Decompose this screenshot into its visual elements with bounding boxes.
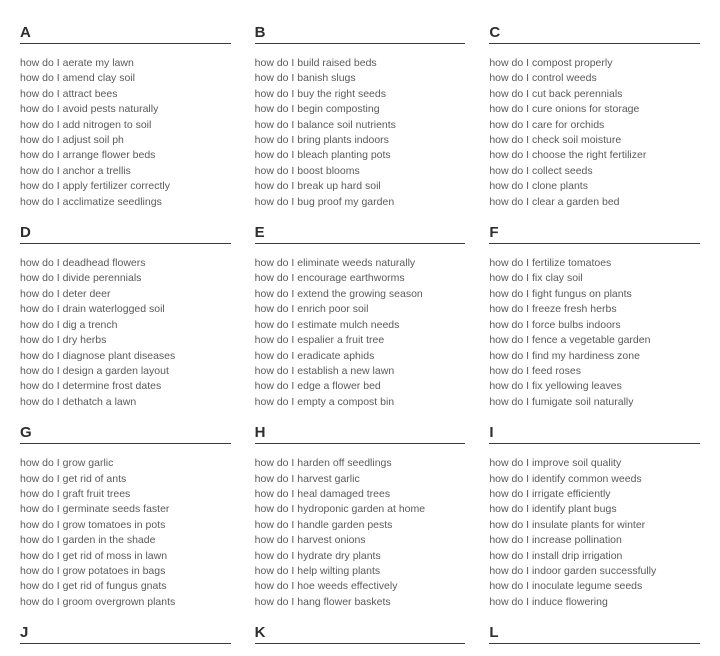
question-link[interactable]: how do I break up hard soil <box>254 180 381 193</box>
question-link[interactable]: how do I cut back perennials <box>489 87 623 100</box>
question-link[interactable]: how do I add nitrogen to soil <box>20 118 152 131</box>
question-link[interactable]: how do I fumigate soil naturally <box>489 395 634 408</box>
section-c <box>489 26 700 210</box>
question-link[interactable]: how do I extend the growing season <box>254 287 423 300</box>
question-link[interactable]: how do I get rid of fungus gnats <box>20 580 167 593</box>
question-link[interactable]: how do I heal damaged trees <box>254 487 391 500</box>
question-link[interactable]: how do I care for orchids <box>489 118 605 131</box>
question-link[interactable]: how do I get rid of moss in lawn <box>20 549 168 562</box>
question-link[interactable]: how do I inoculate legume seeds <box>489 580 643 593</box>
question-link[interactable]: how do I adjust soil ph <box>20 134 124 147</box>
question-link[interactable]: how do I dry herbs <box>20 334 107 347</box>
question-list <box>20 256 231 410</box>
question-link[interactable]: how do I build raised beds <box>254 57 377 69</box>
question-link[interactable]: how do I irrigate efficiently <box>489 487 611 500</box>
section-h <box>255 426 466 610</box>
question-link[interactable]: how do I anchor a trellis <box>20 164 131 177</box>
question-link[interactable]: how do I control weeds <box>489 72 597 85</box>
question-link[interactable]: how do I graft fruit trees <box>20 487 131 500</box>
question-link[interactable]: how do I choose the right fertilizer <box>489 149 647 162</box>
question-link[interactable]: how do I empty a compost bin <box>254 395 395 408</box>
question-link[interactable]: how do I harvest garlic <box>254 472 360 485</box>
section-letter-heading: L <box>489 626 700 644</box>
question-link[interactable]: how do I balance soil nutrients <box>254 118 396 131</box>
question-list <box>255 456 466 610</box>
section-j <box>20 626 231 656</box>
question-link[interactable]: how do I establish a new lawn <box>254 364 395 377</box>
question-link[interactable]: how do I fertilize tomatoes <box>489 257 612 270</box>
question-list <box>489 256 700 410</box>
question-link[interactable]: how do I apply fertilizer correctly <box>20 180 170 193</box>
question-link[interactable]: how do I fix clay soil <box>489 272 583 285</box>
question-link[interactable]: how do I encourage earthworms <box>254 272 405 285</box>
question-link[interactable]: how do I estimate mulch needs <box>254 318 400 331</box>
question-link[interactable]: how do I enrich poor soil <box>254 303 369 316</box>
section-d <box>20 226 231 410</box>
question-link[interactable]: how do I garden in the shade <box>20 534 156 547</box>
question-link[interactable]: how do I attract bees <box>20 87 118 100</box>
question-list <box>255 56 466 210</box>
question-link[interactable]: how do I acclimatize seedlings <box>20 195 162 208</box>
section-letter-heading: F <box>489 226 700 244</box>
question-link[interactable]: how do I identify common weeds <box>489 472 642 485</box>
question-link[interactable]: how do I espalier a fruit tree <box>254 334 385 347</box>
question-link[interactable]: how do I hoe weeds effectively <box>254 580 398 593</box>
question-link[interactable]: how do I check soil moisture <box>489 134 622 147</box>
question-link[interactable]: how do I insulate plants for winter <box>489 518 646 531</box>
question-link[interactable]: how do I bring plants indoors <box>254 134 389 147</box>
question-link[interactable]: how do I deadhead flowers <box>20 257 146 270</box>
section-i <box>489 426 700 610</box>
question-link[interactable]: how do I indoor garden successfully <box>489 564 657 577</box>
question-list <box>20 56 231 210</box>
question-link[interactable]: how do I harvest onions <box>254 534 366 547</box>
question-list <box>20 456 231 610</box>
question-link[interactable]: how do I boost blooms <box>254 164 360 177</box>
question-link[interactable]: how do I bleach planting pots <box>254 149 391 162</box>
section-letter-heading: D <box>20 226 231 244</box>
section-g <box>20 426 231 610</box>
question-link[interactable]: how do I fix yellowing leaves <box>489 380 622 393</box>
question-link[interactable]: how do I germinate seeds faster <box>20 503 170 516</box>
question-link[interactable]: how do I increase pollination <box>489 534 622 547</box>
question-link[interactable]: how do I improve soil quality <box>489 457 622 470</box>
question-link[interactable]: how do I collect seeds <box>489 164 593 177</box>
question-link[interactable]: how do I deter deer <box>20 287 111 300</box>
question-link[interactable]: how do I install drip irrigation <box>489 549 623 562</box>
question-link[interactable]: how do I clear a garden bed <box>489 195 620 208</box>
section-letter-heading: E <box>255 226 466 244</box>
question-link[interactable]: how do I cure onions for storage <box>489 103 640 116</box>
question-link[interactable]: how do I fence a vegetable garden <box>489 334 651 347</box>
question-link[interactable]: how do I grow garlic <box>20 457 114 470</box>
question-link[interactable]: how do I harden off seedlings <box>254 457 392 470</box>
question-link[interactable]: how do I banish slugs <box>254 72 356 85</box>
question-link[interactable]: how do I begin composting <box>254 103 380 116</box>
question-link[interactable]: how do I diagnose plant diseases <box>20 349 176 362</box>
question-link[interactable]: how do I dethatch a lawn <box>20 395 137 408</box>
question-link[interactable]: how do I groom overgrown plants <box>20 595 176 608</box>
section-e <box>255 226 466 410</box>
question-list <box>489 456 700 610</box>
section-letter-heading: A <box>20 26 231 44</box>
question-link[interactable]: how do I edge a flower bed <box>254 380 381 393</box>
question-link[interactable]: how do I find my hardiness zone <box>489 349 640 362</box>
section-letter-heading: K <box>255 626 466 644</box>
question-link[interactable]: how do I hang flower baskets <box>254 595 391 608</box>
question-link[interactable]: how do I hydroponic garden at home <box>254 503 426 516</box>
question-link[interactable]: how do I divide perennials <box>20 272 142 285</box>
question-link[interactable]: how do I induce flowering <box>489 595 608 608</box>
question-link[interactable]: how do I eradicate aphids <box>254 349 375 362</box>
question-link[interactable]: how do I dig a trench <box>20 318 118 331</box>
question-link[interactable]: how do I drain waterlogged soil <box>20 303 165 316</box>
question-link[interactable]: how do I grow tomatoes in pots <box>20 518 166 531</box>
question-link[interactable]: how do I freeze fresh herbs <box>489 303 617 316</box>
question-link[interactable]: how do I force bulbs indoors <box>489 318 621 331</box>
question-link[interactable]: how do I handle garden pests <box>254 518 393 531</box>
question-link[interactable]: how do I bug proof my garden <box>254 195 395 208</box>
question-link[interactable]: how do I aerate my lawn <box>20 57 134 69</box>
question-link[interactable]: how do I identify plant bugs <box>489 503 617 516</box>
question-link[interactable]: how do I design a garden layout <box>20 364 169 377</box>
section-letter-heading: G <box>20 426 231 444</box>
question-link[interactable]: how do I get rid of ants <box>20 472 127 485</box>
section-b <box>255 26 466 210</box>
section-f <box>489 226 700 410</box>
question-list <box>255 256 466 410</box>
question-link[interactable]: how do I hydrate dry plants <box>254 549 381 562</box>
question-link[interactable]: how do I amend clay soil <box>20 72 135 85</box>
question-link[interactable]: how do I fight fungus on plants <box>489 287 632 300</box>
question-link[interactable]: how do I grow potatoes in bags <box>20 564 166 577</box>
question-link[interactable]: how do I eliminate weeds naturally <box>254 257 416 270</box>
section-letter-heading: I <box>489 426 700 444</box>
question-link[interactable]: how do I buy the right seeds <box>254 87 386 100</box>
section-k <box>255 626 466 656</box>
section-l <box>489 626 700 656</box>
question-link[interactable]: how do I compost properly <box>489 57 613 69</box>
section-letter-heading: J <box>20 626 231 644</box>
question-link[interactable]: how do I arrange flower beds <box>20 149 156 162</box>
section-a <box>20 26 231 210</box>
section-letter-heading: B <box>255 26 466 44</box>
section-letter-heading: H <box>255 426 466 444</box>
question-link[interactable]: how do I avoid pests naturally <box>20 103 159 116</box>
question-link[interactable]: how do I feed roses <box>489 364 581 377</box>
question-link[interactable]: how do I help wilting plants <box>254 564 381 577</box>
question-link[interactable]: how do I clone plants <box>489 180 588 193</box>
question-link[interactable]: how do I determine frost dates <box>20 380 162 393</box>
question-list <box>489 56 700 210</box>
section-letter-heading: C <box>489 26 700 44</box>
